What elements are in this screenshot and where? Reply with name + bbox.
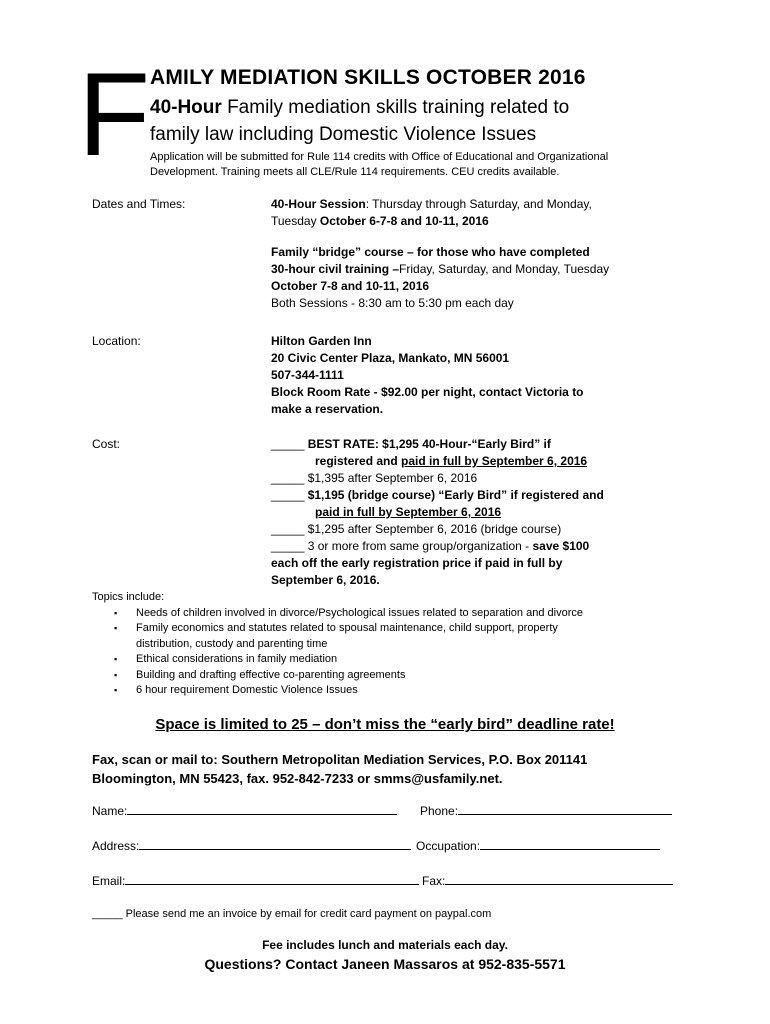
bridge-line-2-bold: 30-hour civil training –: [271, 262, 400, 276]
address-field[interactable]: [92, 839, 411, 853]
fax-label: Fax:: [422, 874, 446, 888]
cost-blank: _____: [271, 437, 305, 451]
cost-row-3-text: $1,195 (bridge course) “Early Bird” if registered and: [304, 488, 604, 502]
location-line-5: make a reservation.: [271, 402, 384, 416]
bridge-line-3: October 7-8 and 10-11, 2016: [271, 279, 430, 293]
cost-row-1-b: registered and: [315, 454, 402, 468]
fax-line-1: Fax, scan or mail to: Southern Metropolitan Mediation Services, P.O. Box 201141: [92, 752, 588, 767]
topics-list: [92, 606, 712, 699]
cost-row-5-cont: each off the early registration price if paid in full by: [271, 556, 563, 570]
email-line[interactable]: [125, 874, 419, 885]
name-line[interactable]: [127, 804, 397, 815]
page-title: AMILY MEDIATION SKILLS OCTOBER 2016: [150, 66, 586, 89]
phone-line[interactable]: [458, 804, 672, 815]
location-line-1: Hilton Garden Inn: [271, 334, 372, 348]
space-notice: Space is limited to 25 – don’t miss the “early bird” deadline rate!: [155, 716, 615, 733]
cost-blank: _____: [271, 522, 305, 536]
cost-row-1-deadline: paid in full by September 6, 2016: [401, 454, 588, 468]
topics-section: [92, 590, 712, 699]
cost-blank: _____: [271, 488, 305, 502]
cost-row-5-date: September 6, 2016.: [271, 573, 380, 587]
cost-row-5-text: 3 or more from same group/organization -: [304, 539, 533, 553]
subtitle-rest: Family mediation skills training related to: [221, 97, 570, 118]
cost-row-3-deadline: paid in full by September 6, 2016: [315, 505, 502, 519]
fax-instructions: [92, 750, 712, 788]
cost-block: [271, 436, 701, 589]
fax-field[interactable]: [422, 874, 673, 888]
subtitle-line-1: [150, 97, 569, 119]
occupation-label: Occupation:: [416, 839, 481, 853]
dates-block: [271, 196, 701, 312]
session-bold: 40-Hour Session: [271, 197, 366, 211]
location-line-2: 20 Civic Center Plaza, Mankato, MN 56001: [271, 351, 510, 365]
subtitle-bold: 40-Hour: [150, 97, 222, 118]
session-line-2: [271, 213, 701, 230]
fee-note: Fee includes lunch and materials each day.: [262, 938, 508, 952]
location-line-4: Block Room Rate - $92.00 per night, contact Victoria to: [271, 385, 584, 399]
credit-note-line-2: Development. Training meets all CLE/Rule 114 requirements. CEU credits available.: [150, 166, 560, 178]
name-label: Name:: [92, 804, 128, 818]
topics-heading: Topics include:: [92, 591, 165, 603]
invoice-text: Please send me an invoice by email for credit card payment on paypal.com: [122, 908, 492, 920]
both-sessions: Both Sessions - 8:30 am to 5:30 pm each day: [271, 296, 514, 310]
credit-note-line-1: Application will be submitted for Rule 114 credits with Office of Educational and Organizational: [150, 151, 609, 163]
invoice-option[interactable]: [92, 908, 491, 920]
address-line[interactable]: [139, 839, 411, 850]
cost-label: Cost:: [92, 437, 121, 451]
phone-label: Phone:: [420, 804, 459, 818]
bridge-line-2: [271, 261, 701, 278]
contact-line: Questions? Contact Janeen Massaros at 952-835-5571: [204, 956, 566, 972]
cost-blank: _____: [271, 471, 305, 485]
cost-row-1-cont: [271, 453, 701, 470]
cost-row-4: [271, 521, 701, 538]
list-item-continuation-text: distribution, custody and parenting time: [136, 637, 328, 650]
list-item: ▪ Ethical considerations in family mediation: [92, 652, 712, 668]
email-label: Email:: [92, 874, 126, 888]
occupation-field[interactable]: [416, 839, 660, 853]
cost-blank: _____: [271, 539, 305, 553]
address-label: Address:: [92, 839, 140, 853]
cost-row-1: [271, 436, 701, 453]
location-label: Location:: [92, 334, 141, 348]
cost-row-5-save: save $100: [532, 539, 590, 553]
phone-field[interactable]: [420, 804, 672, 818]
cost-row-4-text: $1,295 after September 6, 2016 (bridge course): [304, 522, 562, 536]
location-line-3: 507-344-1111: [271, 368, 344, 382]
credit-note: [150, 150, 710, 180]
fax-line-2: Bloomington, MN 55423, fax. 952-842-7233 or smms@usfamily.net.: [92, 771, 503, 786]
subtitle-line-2: family law including Domestic Violence Issues: [150, 124, 537, 145]
invoice-blank[interactable]: _____: [92, 908, 123, 920]
session-line-1: [271, 196, 701, 213]
cost-row-3: [271, 487, 701, 504]
cost-row-2-text: $1,395 after September 6, 2016: [304, 471, 478, 485]
cost-row-1-text: BEST RATE: $1,295 40-Hour-“Early Bird” if: [304, 437, 551, 451]
email-field[interactable]: [92, 874, 419, 888]
list-item: ▪ Building and drafting effective co-parenting agreements: [92, 668, 712, 684]
fax-line[interactable]: [445, 874, 673, 885]
session-rest: : Thursday through Saturday, and Monday,: [365, 197, 592, 211]
list-item: ▪ 6 hour requirement Domestic Violence Issues: [92, 683, 712, 699]
list-item: ▪ Family economics and statutes related to spousal maintenance, child support, property: [92, 621, 712, 637]
drop-cap-letter: F: [78, 49, 151, 181]
cost-row-5: [271, 538, 701, 555]
bridge-line-2-rest: Friday, Saturday, and Monday, Tuesday: [399, 262, 610, 276]
bridge-line-1: Family “bridge” course – for those who have completed: [271, 245, 590, 259]
name-field[interactable]: [92, 804, 397, 818]
session-line-2-pre: Tuesday: [271, 214, 320, 228]
occupation-line[interactable]: [480, 839, 660, 850]
dates-label: Dates and Times:: [92, 197, 186, 211]
location-block: [271, 333, 701, 418]
session-line-2-bold: October 6-7-8 and 10-11, 2016: [319, 214, 489, 228]
cost-row-2: [271, 470, 701, 487]
list-item-continuation: [92, 637, 712, 653]
list-item: ▪ Needs of children involved in divorce/Psychological issues related to separation and divorce: [92, 606, 712, 622]
